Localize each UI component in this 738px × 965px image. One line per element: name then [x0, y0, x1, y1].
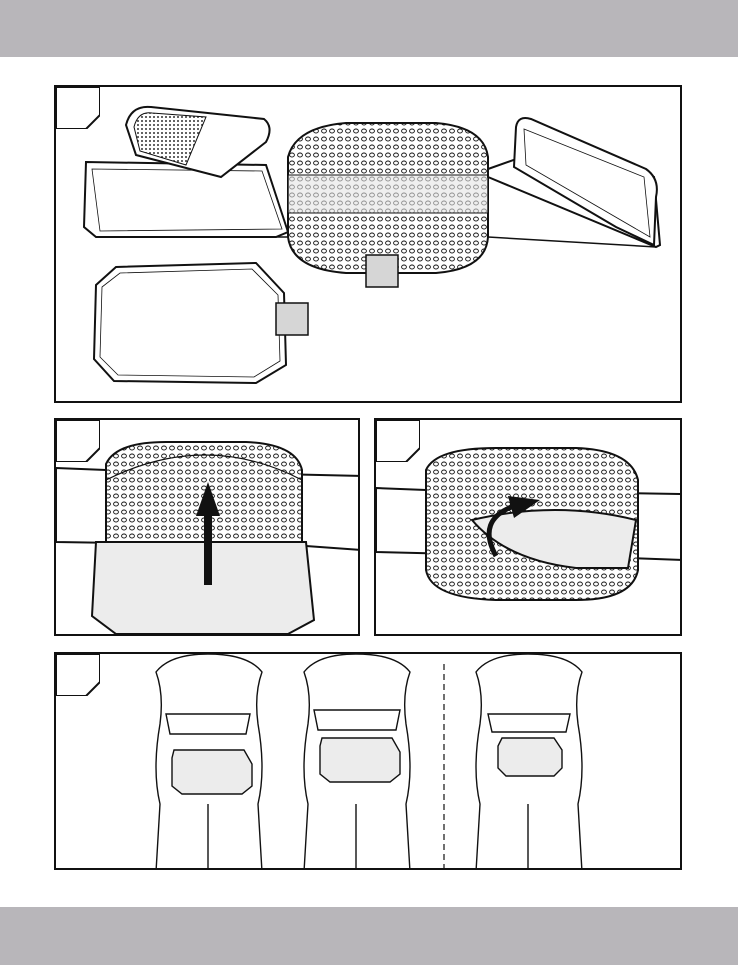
figure-middle-position — [304, 654, 410, 870]
insert-pad-illustration — [56, 420, 360, 636]
figure-alternate-position — [476, 654, 582, 870]
left-strap — [84, 162, 288, 237]
gel-pad — [94, 263, 286, 383]
step-panel-1 — [54, 85, 682, 403]
step-number-tag-3 — [376, 420, 420, 462]
step-number-tag-4 — [56, 654, 100, 696]
pad-slot — [288, 175, 488, 213]
step-number-tag-1 — [56, 87, 100, 129]
header-bar — [0, 0, 738, 57]
fold-flap-illustration — [376, 420, 682, 636]
step-panel-3 — [374, 418, 682, 636]
step-panel-2 — [54, 418, 360, 636]
figure-low-position — [156, 654, 262, 870]
gel-pad — [92, 542, 314, 634]
belt-parts-illustration — [56, 87, 682, 403]
step-number-tag-2 — [56, 420, 100, 462]
part-marker-b — [276, 303, 308, 335]
footer-bar — [0, 907, 738, 965]
wearing-positions-illustration — [56, 654, 682, 870]
step-panel-4 — [54, 652, 682, 870]
part-marker-a — [366, 255, 398, 287]
